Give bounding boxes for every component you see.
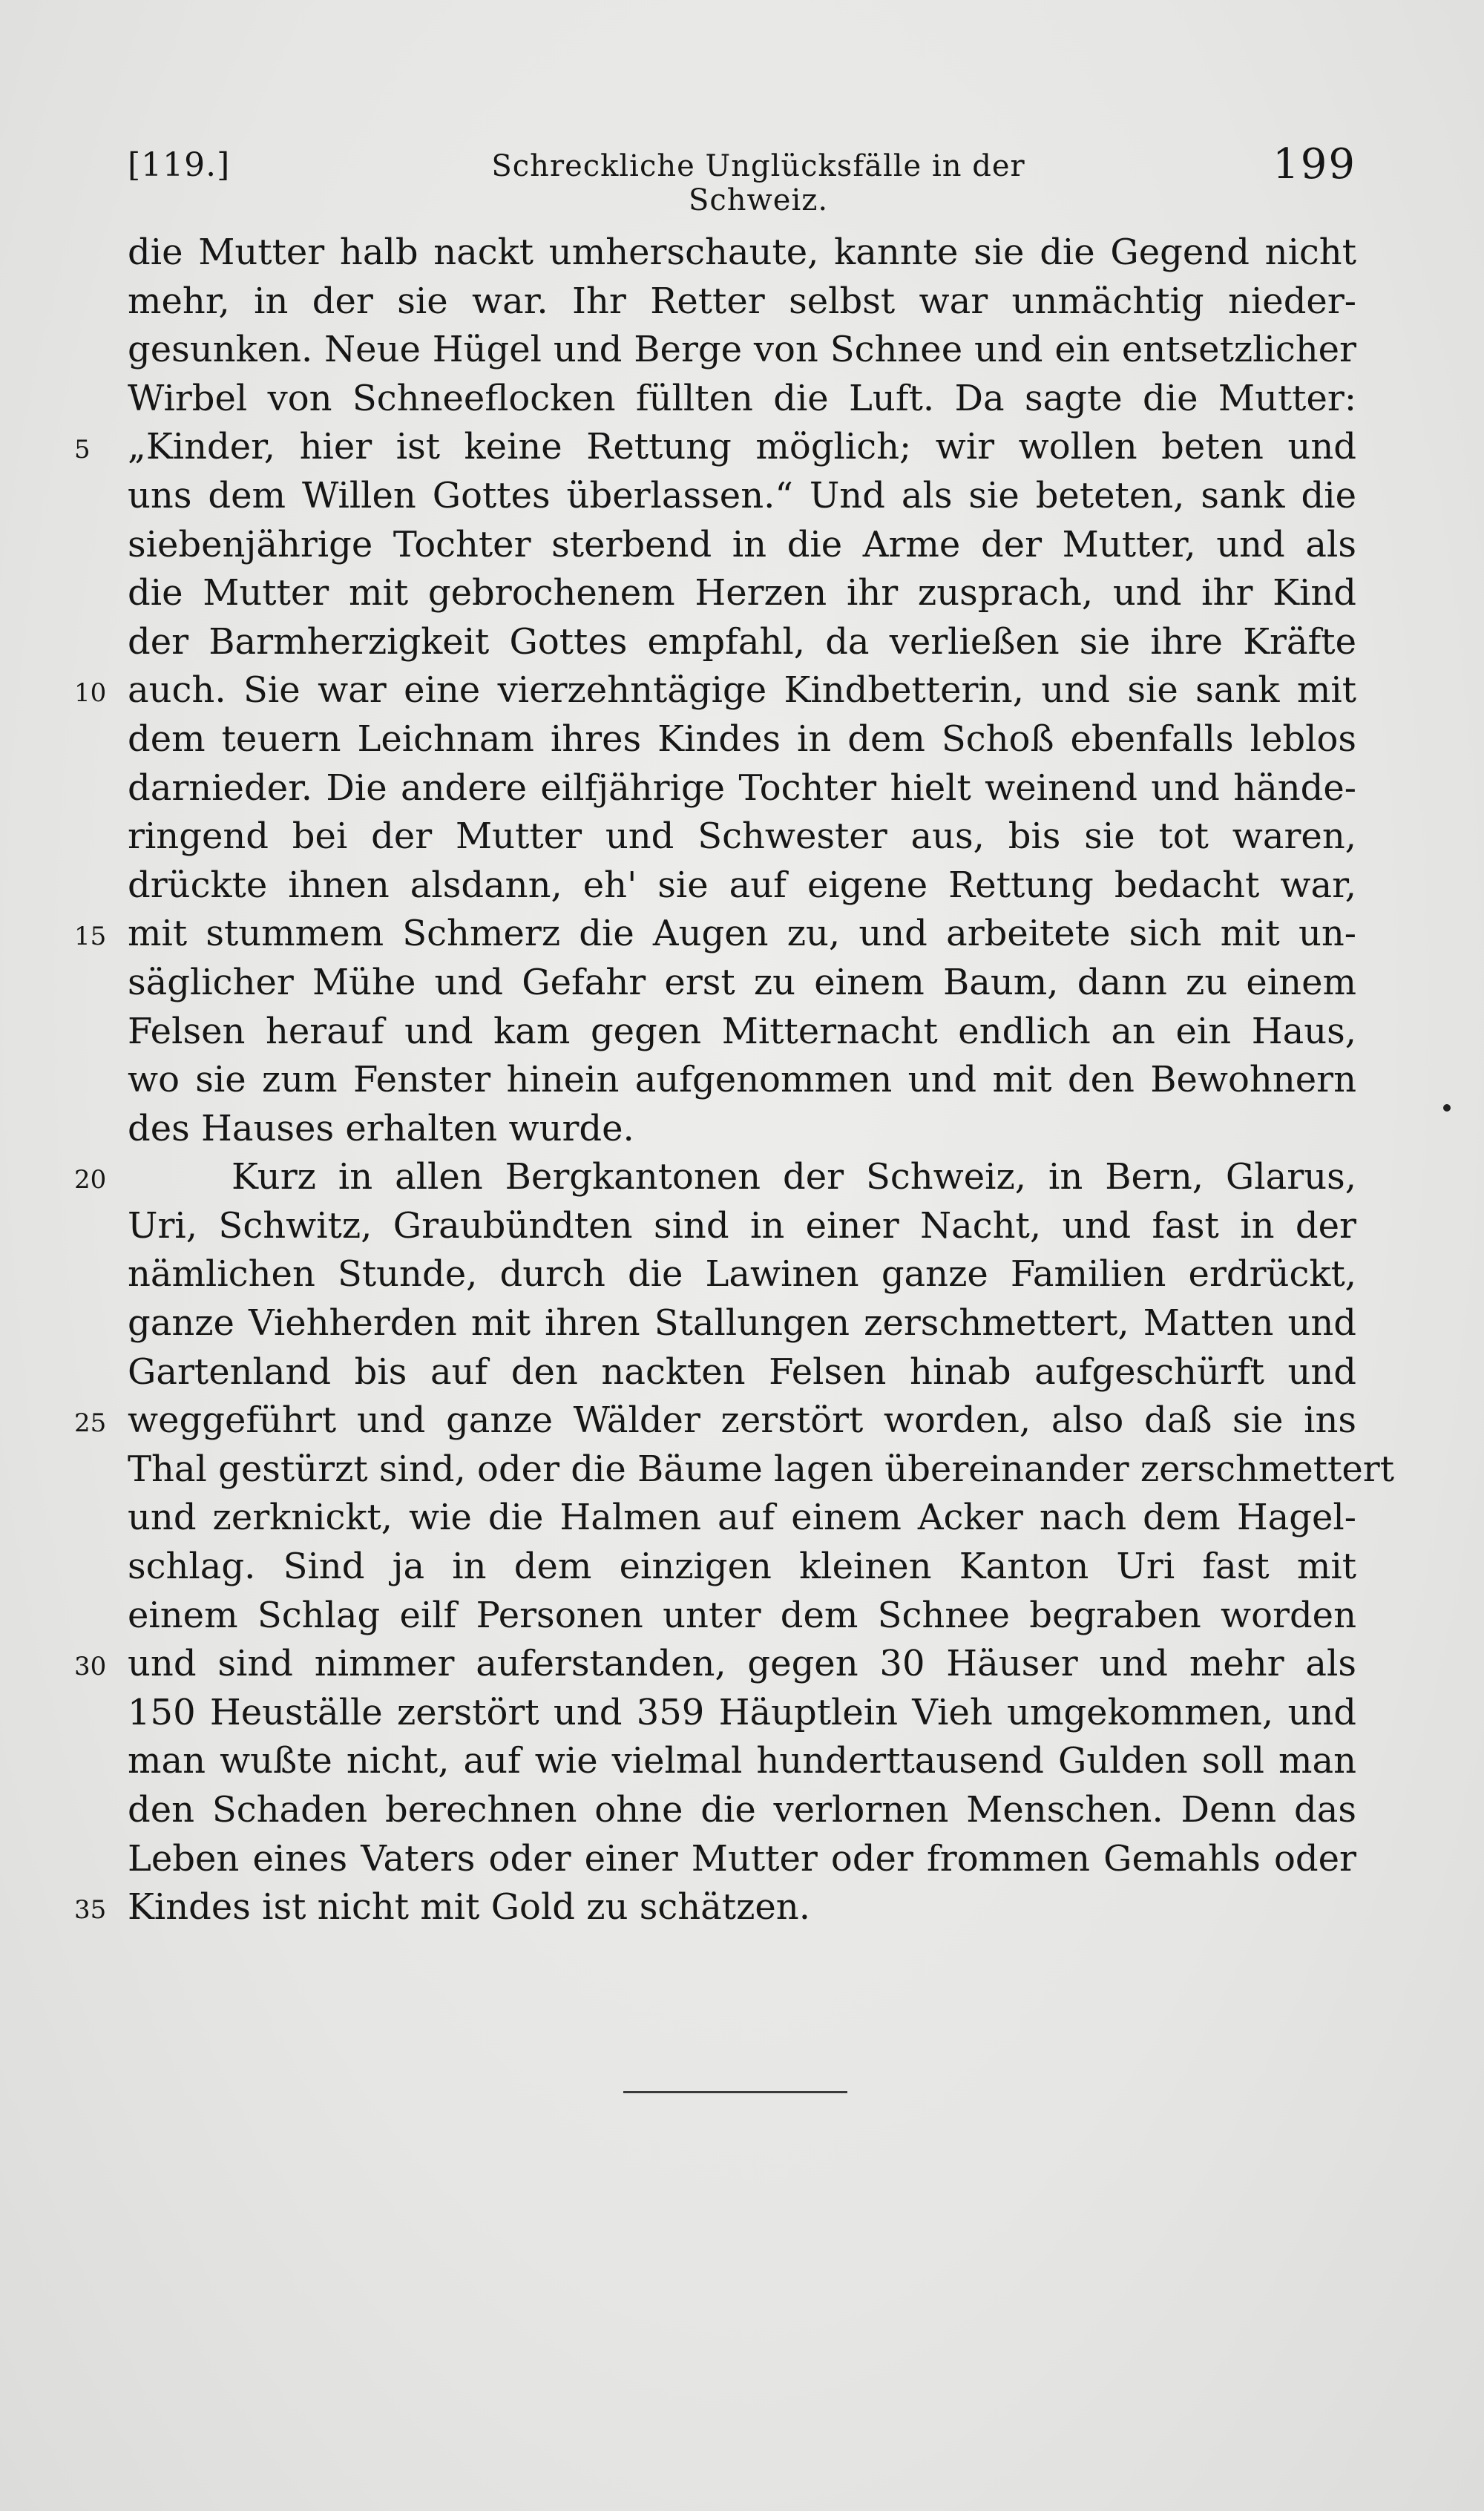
page-number: 199 xyxy=(1273,140,1356,188)
line-text: „Kinder, hier ist keine Rettung möglich; wir wollen beten und xyxy=(128,426,1356,468)
text-line xyxy=(128,1445,1395,1494)
line-number: 20 xyxy=(74,1165,107,1195)
line-text: der Barmherzigkeit Gottes empfahl, da verließen sie ihre Kräfte xyxy=(128,620,1356,663)
text-line xyxy=(128,1299,1356,1348)
line-text: einem Schlag eilf Personen unter dem Schnee begraben worden xyxy=(128,1594,1356,1636)
line-text: den Schaden berechnen ohne die verlornen Menschen. Denn das xyxy=(128,1789,1356,1831)
text-line xyxy=(128,1786,1356,1835)
line-text: Uri, Schwitz, Graubündten sind in einer Nacht, und fast in der xyxy=(128,1204,1356,1247)
text-line xyxy=(74,1396,1356,1445)
line-text: gesunken. Neue Hügel und Berge von Schnee und ein entsetzlicher xyxy=(128,329,1356,371)
line-text: siebenjährige Tochter sterbend in die Arme der Mutter, und als xyxy=(128,523,1356,565)
text-line xyxy=(128,1348,1356,1397)
line-text: Kurz in allen Bergkantonen der Schweiz, in Bern, Glarus, xyxy=(232,1156,1356,1198)
print-speck xyxy=(1443,1104,1451,1112)
text-line xyxy=(128,375,1356,424)
text-line xyxy=(128,813,1356,861)
line-number: 5 xyxy=(74,435,91,465)
text-line xyxy=(128,1056,1356,1105)
text-line xyxy=(128,1105,1356,1154)
body-text xyxy=(74,229,1395,1932)
text-line xyxy=(128,569,1356,618)
text-line xyxy=(128,278,1356,326)
line-text: Felsen herauf und kam gegen Mitternacht endlich an ein Haus, xyxy=(128,1010,1356,1052)
line-text: wo sie zum Fenster hinein aufgenommen und mit den Bewohnern xyxy=(128,1059,1356,1101)
line-text: Thal gestürzt sind, oder die Bäume lagen übereinander zerschmettert xyxy=(128,1448,1395,1490)
end-rule xyxy=(623,2091,847,2093)
text-line xyxy=(128,1494,1356,1543)
text-line xyxy=(128,618,1356,667)
text-line xyxy=(74,1153,1356,1202)
text-line xyxy=(74,910,1356,959)
line-text: darnieder. Die andere eilfjährige Tochter hielt weinend und hände- xyxy=(128,767,1356,809)
line-text: schlag. Sind ja in dem einzigen kleinen Kanton Uri fast mit xyxy=(128,1546,1356,1588)
line-text: die Mutter mit gebrochenem Herzen ihr zusprach, und ihr Kind xyxy=(128,572,1356,614)
line-text: auch. Sie war eine vierzehntägige Kindbetterin, und sie sank mit xyxy=(128,669,1356,712)
line-text: mehr, in der sie war. Ihr Retter selbst war unmächtig nieder- xyxy=(128,280,1356,322)
text-line xyxy=(74,1883,1356,1932)
line-number: 15 xyxy=(74,922,107,952)
line-text: ringend bei der Mutter und Schwester aus, bis sie tot waren, xyxy=(128,815,1356,858)
text-line xyxy=(128,326,1356,375)
line-number: 35 xyxy=(74,1895,107,1926)
text-line xyxy=(128,715,1356,764)
running-title: Schreckliche Unglücksfälle in der Schweiz. xyxy=(491,149,1025,217)
text-line xyxy=(128,1592,1356,1641)
line-text: drückte ihnen alsdann, eh' sie auf eigene Rettung bedacht war, xyxy=(128,864,1356,906)
text-line xyxy=(74,666,1356,715)
line-text: ganze Viehherden mit ihren Stallungen zerschmettert, Matten und xyxy=(128,1302,1356,1345)
line-text: Leben eines Vaters oder einer Mutter oder frommen Gemahls oder xyxy=(128,1837,1356,1880)
line-text: säglicher Mühe und Gefahr erst zu einem Baum, dann zu einem xyxy=(128,961,1356,1003)
section-number: [119.] xyxy=(128,146,231,184)
line-text: des Hauses erhalten wurde. xyxy=(128,1107,634,1149)
line-text: die Mutter halb nackt umherschaute, kannte sie die Gegend nicht xyxy=(128,232,1356,273)
text-line xyxy=(128,1689,1356,1738)
text-line xyxy=(128,1008,1356,1057)
line-number: 25 xyxy=(74,1408,107,1439)
text-line xyxy=(74,1640,1356,1689)
line-text: man wußte nicht, auf wie vielmal hunderttausend Gulden soll man xyxy=(128,1740,1356,1782)
text-line xyxy=(128,959,1356,1008)
line-text: weggeführt und ganze Wälder zerstört worden, also daß sie ins xyxy=(128,1399,1356,1442)
line-text: mit stummem Schmerz die Augen zu, und arbeitete sich mit un- xyxy=(128,913,1356,955)
line-text: Gartenland bis auf den nackten Felsen hinab aufgeschürft und xyxy=(128,1350,1356,1393)
line-text: Wirbel von Schneeflocken füllten die Luft. Da sagte die Mutter: xyxy=(128,377,1356,419)
line-number: 10 xyxy=(74,678,107,709)
text-line xyxy=(128,229,1356,278)
line-text: und sind nimmer auferstanden, gegen 30 Häuser und mehr als xyxy=(128,1643,1356,1685)
text-line xyxy=(128,1202,1356,1251)
line-text: nämlichen Stunde, durch die Lawinen ganze Familien erdrückt, xyxy=(128,1253,1356,1296)
text-line xyxy=(128,472,1356,521)
text-line xyxy=(128,1250,1356,1299)
line-text: dem teuern Leichnam ihres Kindes in dem Schoß ebenfalls leblos xyxy=(128,718,1356,760)
line-text: und zerknickt, wie die Halmen auf einem Acker nach dem Hagel- xyxy=(128,1497,1356,1539)
line-text: 150 Heuställe zerstört und 359 Häuptlein Vieh umgekommen, und xyxy=(128,1691,1356,1733)
text-line xyxy=(128,1737,1356,1786)
text-line xyxy=(128,1835,1356,1884)
text-line xyxy=(128,521,1356,570)
line-text: Kindes ist nicht mit Gold zu schätzen. xyxy=(128,1886,810,1929)
running-head xyxy=(128,137,1356,217)
text-line xyxy=(74,423,1356,472)
text-line xyxy=(128,764,1356,813)
line-number: 30 xyxy=(74,1652,107,1682)
line-text: uns dem Willen Gottes überlassen.“ Und als sie beteten, sank die xyxy=(128,474,1356,516)
text-line xyxy=(128,861,1356,910)
text-line xyxy=(128,1543,1356,1592)
